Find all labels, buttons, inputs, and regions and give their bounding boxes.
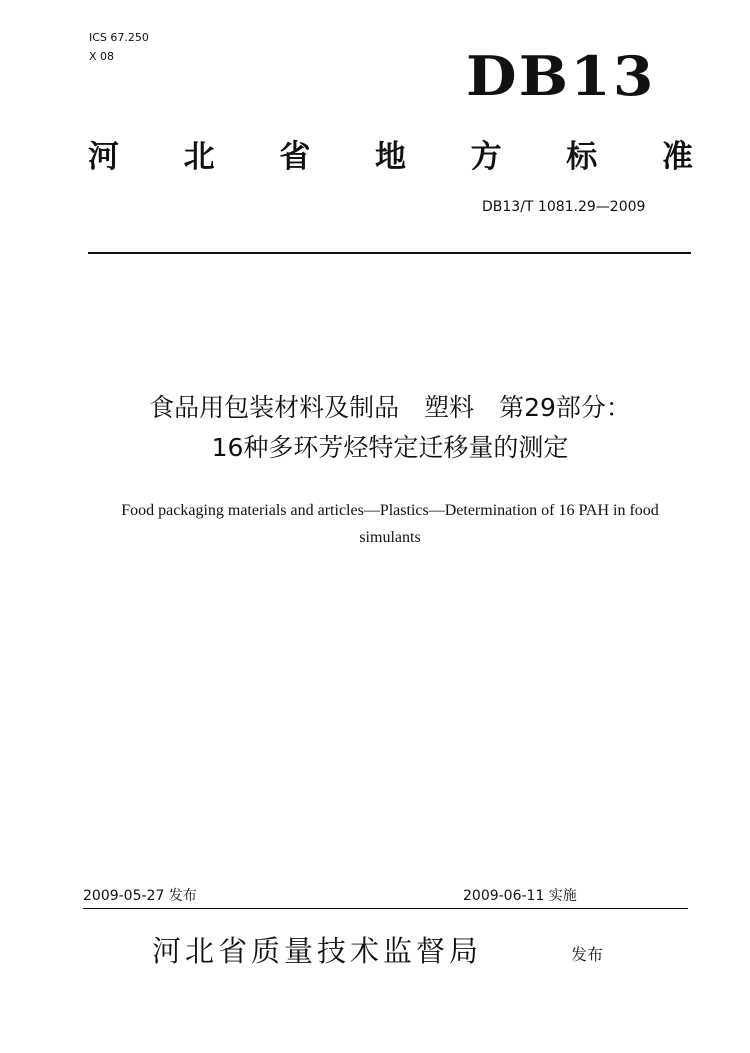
- english-title-line-1: Food packaging materials and articles—Plastics—Determination of 16 PAH in food: [121, 502, 659, 519]
- implementation-date: 2009-06-11 实施: [463, 888, 577, 904]
- standard-type-char: 方: [470, 139, 502, 175]
- ics-code: ICS 67.250: [89, 31, 149, 44]
- chinese-title-line-2: 16种多环芳烃特定迁移量的测定: [211, 433, 569, 462]
- chinese-title: [60, 388, 720, 468]
- issuing-authority: 河北省质量技术监督局: [152, 934, 483, 968]
- db-logo: DB13: [466, 44, 656, 108]
- standard-type-char: 地: [374, 139, 406, 175]
- standard-type-char: 标: [566, 139, 598, 175]
- standard-type-heading: [88, 131, 693, 176]
- publish-date: 2009-05-27 发布: [83, 888, 197, 904]
- standard-type-char: 北: [183, 139, 215, 175]
- header-divider: [88, 252, 691, 254]
- standard-type-char: 准: [661, 139, 693, 175]
- standard-type-char: 省: [279, 139, 311, 175]
- issue-label: 发布: [571, 945, 604, 964]
- category-code: X 08: [89, 50, 115, 63]
- chinese-title-line-1: 食品用包装材料及制品 塑料 第29部分：: [149, 393, 631, 422]
- english-title: [90, 497, 690, 551]
- standard-number: DB13/T 1081.29—2009: [482, 199, 646, 215]
- english-title-line-2: simulants: [359, 529, 421, 546]
- footer-divider: [83, 908, 688, 909]
- standard-type-char: 河: [88, 139, 119, 175]
